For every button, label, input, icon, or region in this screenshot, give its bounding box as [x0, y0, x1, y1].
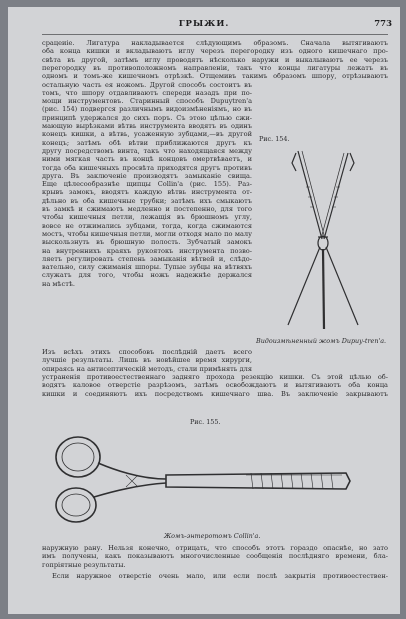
- text-line: Если наружное отверстіе очень мало, или если послѣ закрытія противоестествен-: [52, 572, 388, 580]
- text-line: друга. Въ заключеніе производятъ замыканіе свища.: [42, 171, 252, 180]
- text-line: устраненія противоестественнаго задняго прохода резекцію кишки. Съ этой цѣлью об-: [42, 373, 388, 381]
- text-line: гопріятные результаты.: [42, 560, 126, 569]
- page-number: 773: [374, 19, 392, 29]
- figure-154-caption: Видоизмѣненный жомъ Dupuy-tren'а.: [256, 337, 387, 345]
- text-line: мощи инструментовъ. Старинный способъ Dupuytren'а: [42, 97, 252, 106]
- running-title: ГРЫЖИ.: [178, 19, 230, 29]
- text-line: чтобы кишечныя петли, лежащія въ брюшномъ углу,: [42, 213, 252, 222]
- text-line: дѣльно въ оба кишечные трубки; затѣмъ ихъ смыкаютъ: [42, 196, 252, 205]
- text-line: срацеиіе. Лигатура накладывается слѣдующимъ образомъ. Сначала вытягиваютъ: [42, 39, 388, 47]
- text-line: другу посредствомъ винта, такъ что находящаяся между: [42, 146, 252, 155]
- text-line: (рис. 154) подвергся различнымъ видоизмѣненіямъ, но въ: [42, 105, 252, 114]
- text-line: Изъ всѣхъ этихъ способовъ послѣдній даетъ всего: [42, 348, 252, 356]
- running-header: [8, 19, 400, 31]
- text-line: выскользнуть въ брюшную полость. Зубчатый замокъ: [42, 238, 252, 247]
- text-line: наружную рану. Нельзя конечно, отрицать, что способъ этотъ гораздо опаснѣе, но зато: [42, 544, 388, 552]
- text-line: крывъ замокъ, вводятъ каждую вѣтвь инструмента от-: [42, 188, 252, 197]
- book-page: [8, 7, 400, 614]
- text-line: на внутреннихъ краяхъ рукоятокъ инструмента позво-: [42, 246, 252, 255]
- text-line: свѣта въ другой, затѣмъ иглу проводятъ нѣсколько наружи и выкалываютъ ее черезъ: [42, 55, 388, 64]
- text-line: опираясь на антисептическій методъ, стали примѣнять для: [42, 364, 252, 373]
- text-line: имъ получены, какъ показываютъ многочисленные сообщенія послѣдняго времени, бла-: [42, 552, 388, 561]
- text-line: вовсе не отжимались зубцами, тогда, когда сжимаются: [42, 221, 252, 230]
- text-line: тогда оба кишечныхъ просвѣта приходятся другъ противъ: [42, 163, 252, 172]
- text-line: принципѣ удержался до сихъ поръ. Съ этою цѣлью сжи-: [42, 113, 252, 122]
- figure-154-label: Рис. 154.: [259, 135, 290, 143]
- text-line: въ замкѣ и сжимаютъ медленно и постепенно, для того: [42, 205, 252, 213]
- text-line: лучшіе результаты. Лишь въ новѣйшее время хирурги,: [42, 356, 252, 365]
- text-line: одномъ и томъ-же кишечномъ отрѣзкѣ. Отщемивъ такимъ образомъ шпору, отрѣзываютъ: [42, 72, 388, 81]
- text-line: конецъ; затѣмъ обѣ вѣтви приближаются другъ къ: [42, 138, 252, 147]
- header-rule: [42, 34, 388, 35]
- figure-154-clamp-illustration: [278, 147, 368, 333]
- text-line: мостъ, чтобы кишечныя петли, могли отходя мало по малу: [42, 229, 252, 238]
- text-line: служатъ для того, чтобы ножъ надежнѣе держался: [42, 271, 252, 280]
- text-line: ними мягкая часть въ концѣ концовъ омертвѣваетъ, и: [42, 155, 252, 164]
- text-line: оба конца кишки и вкладываютъ иглу черезъ перегородку изъ одного кишечнаго про-: [42, 47, 388, 56]
- text-line: Еще цѣлесообразнѣе щипцы Collin'а (рис. 155). Раз-: [42, 180, 252, 189]
- figure-155-label: Рис. 155.: [190, 418, 221, 426]
- text-line: кишки и соединяютъ ихъ посредствомъ кишечнаго шва. Въ заключеніе закрываютъ: [42, 389, 388, 398]
- figure-155-forceps-illustration: [46, 431, 356, 527]
- text-line: вательно, силу сжиманія шпоры. Тупые зубцы на вѣтвяхъ: [42, 263, 252, 272]
- text-line: конецъ кишки, а вѣтвь, усаженную зубцами,—въ другой: [42, 130, 252, 139]
- text-line: водятъ каловое отверстіе разрѣзомъ, затѣмъ освобождаютъ и вытягиваютъ оба конца: [42, 381, 388, 390]
- text-line: ляетъ регулировать степень замыканія вѣтвей и, слѣдо-: [42, 254, 252, 263]
- figure-155-caption: Жомъ-энтеротомъ Collin'а.: [164, 532, 261, 540]
- text-line: томъ, что шпору отдавливаютъ спереди назадъ при по-: [42, 88, 252, 97]
- text-line: остальную часть ея ножомъ. Другой способъ состоитъ въ: [42, 80, 252, 89]
- text-line: мающую вырѣзками вѣтвь инструмента вводятъ въ одинъ: [42, 122, 252, 130]
- text-line: перегородку въ противоположномъ направленіи, такъ что концы лигатуры лежатъ въ: [42, 63, 388, 72]
- text-line: на мѣстѣ.: [42, 279, 75, 288]
